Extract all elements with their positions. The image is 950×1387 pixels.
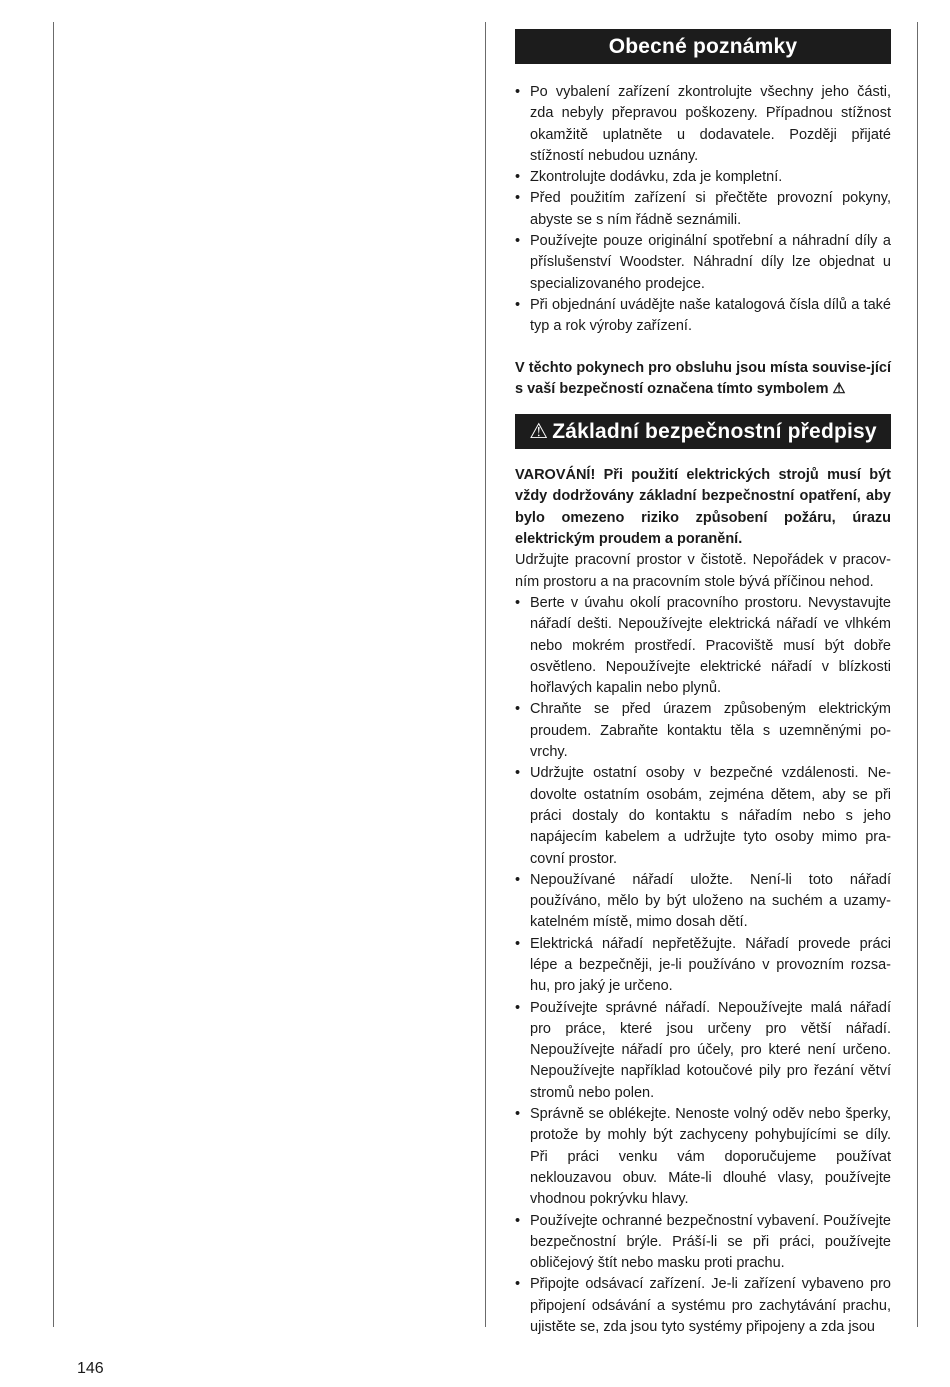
warning-paragraph: VAROVÁNÍ! Při použití elektrických strojů musí být vždy dodržovány základní bezpečnostní opatření, aby bylo omezeno riziko způsobení požáru, úrazu elektrickým proudem a poranění.	[515, 467, 891, 548]
section-heading-safety-rules	[515, 414, 891, 449]
list-item: • Chraňte se před úrazem způsobeným elektrickým proudem. Zabraňte kontaktu těla s uzemněnými po-vrchy.	[515, 699, 891, 763]
general-notes-list	[515, 82, 891, 338]
section-heading-safety-rules-text: Základní bezpečnostní předpisy	[552, 420, 877, 444]
list-item: • Elektrická nářadí nepřetěžujte. Nářadí provede práci lépe a bezpečněji, je-li používáno v provozním rozsa-hu, pro jaký je určeno.	[515, 934, 891, 998]
list-item: • Udržujte ostatní osoby v bezpečné vzdálenosti. Ne-dovolte ostatním osobám, zejména dětem, aby se při práci dostaly do kontaktu s nářadím nebo s jeho napájecím kabelem a udržujte tyto osoby mimo pra-covní prostor.	[515, 763, 891, 869]
list-item: • Správně se oblékejte. Nenoste volný oděv nebo šperky, protože by mohly být zachyceny pohybujícími se díly. Při práci venku vám doporučujeme používat neklouzavou obuv. Máte-li dlouhé vlasy, používejte vhodnou pokrývku hlavy.	[515, 1104, 891, 1210]
list-item: • Používejte pouze originální spotřební a náhradní díly a příslušenství Woodster. Náhradní díly lze objednat u specializovaného prodejce.	[515, 231, 891, 295]
list-item: • Při objednání uvádějte naše katalogová čísla dílů a také typ a rok výroby zařízení.	[515, 295, 891, 338]
list-item: • Připojte odsávací zařízení. Je-li zařízení vybaveno pro připojení odsávání a systému pro zachytávání prachu, ujistěte se, zda jsou tyto systémy připojeny a zda jsou	[515, 1274, 891, 1338]
column-rule-right	[917, 22, 918, 1327]
page-number: 146	[77, 1360, 104, 1377]
column-rule-middle	[485, 22, 486, 1327]
list-item: • Před použitím zařízení si přečtěte provozní pokyny, abyste se s ním řádně seznámili.	[515, 188, 891, 231]
intro-paragraph: Udržujte pracovní prostor v čistotě. Nepořádek v pracov-ním prostoru a na pracovním stole bývá příčinou nehod.	[515, 552, 891, 590]
column-rule-left	[53, 22, 54, 1327]
right-text-column	[515, 29, 891, 1338]
list-item: • Po vybalení zařízení zkontrolujte všechny jeho části, zda nebyly přepravou poškozeny. Případnou stížnost okamžitě uplatněte u dodavatele. Později přijaté stížností nebudou uznány.	[515, 82, 891, 167]
warning-triangle-icon: ⚠	[529, 420, 549, 444]
list-item: • Zkontrolujte dodávku, zda je kompletní.	[515, 167, 891, 188]
safety-rules-list	[515, 593, 891, 1338]
list-item: • Nepoužívané nářadí uložte. Není-li toto nářadí používáno, mělo by být uloženo na suchém a uzamy-katelném místě, mimo dosah dětí.	[515, 870, 891, 934]
section-heading-general-notes	[515, 29, 891, 64]
section-heading-general-notes-text: Obecné poznámky	[608, 35, 798, 58]
list-item: • Používejte ochranné bezpečnostní vybavení. Používejte bezpečnostní brýle. Práší-li se při práci, používejte obličejový štít nebo masku proti prachu.	[515, 1211, 891, 1275]
list-item: • Používejte správné nářadí. Nepoužívejte malá nářadí pro práce, které jsou určeny pro větší nářadí. Nepoužívejte nářadí pro účely, pro které není určeno. Nepoužívejte například kotoučové pily pro řezání větví stromů nebo polen.	[515, 998, 891, 1104]
list-item: • Berte v úvahu okolí pracovního prostoru. Nevystavujte nářadí dešti. Nepoužívejte elektrická nářadí ve vlhkém nebo mokrém prostředí. Pracoviště musí být dobře osvětleno. Nepoužívejte elektrické nářadí v blízkosti hořlavých kapalin nebo plynů.	[515, 593, 891, 699]
safety-symbol-note: V těchto pokynech pro obsluhu jsou místa souvise-jící s vaší bezpečností označena tímto symbolem ⚠	[515, 359, 891, 397]
